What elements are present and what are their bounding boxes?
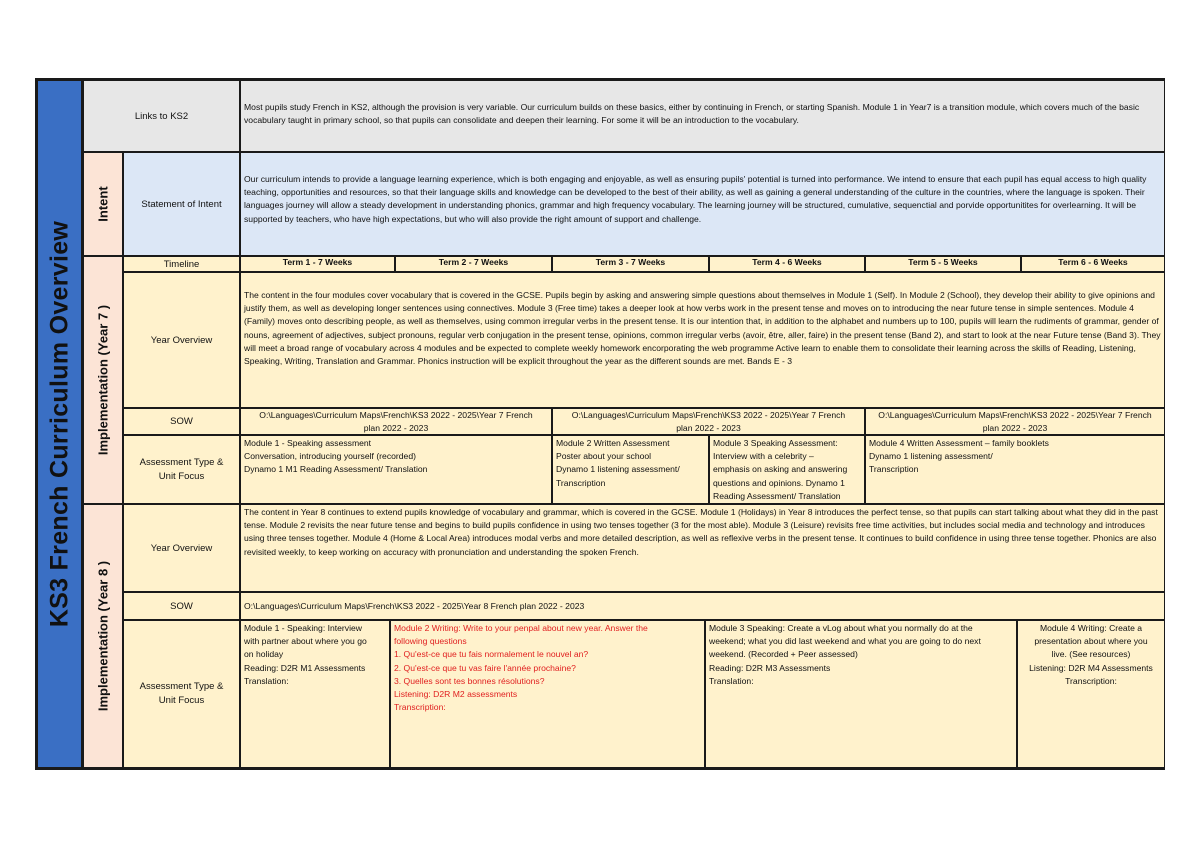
- year8-assess-m1: [240, 620, 390, 768]
- timeline-label-cell: [123, 256, 240, 272]
- year8-section-label: [83, 504, 123, 768]
- y7-m1-line-1: Module 1 - Speaking assessment: [244, 438, 372, 448]
- year8-sow-label: SOW: [170, 600, 193, 612]
- year8-assess-label-cell: [123, 620, 240, 768]
- y8-m2-line-4: 2. Qu'est-ce que tu vas faire l'année prochaine?: [394, 662, 576, 673]
- y8-m1-line-2: with partner about where you go: [244, 636, 367, 647]
- timeline-term-4: Term 4 - 6 Weeks: [709, 256, 865, 272]
- year7-sow-label: SOW: [170, 416, 193, 427]
- y8-m1-line-5: Translation:: [244, 675, 289, 686]
- timeline-term-1: Term 1 - 7 Weeks: [240, 256, 395, 272]
- year7-heading: Implementation (Year 7 ): [95, 304, 111, 456]
- year7-assess-m1: [240, 435, 552, 504]
- links-label: Links to KS2: [134, 110, 189, 122]
- y8-m2-line-1: Module 2 Writing: Write to your penpal about new year. Answer the: [394, 623, 648, 633]
- curriculum-table: [35, 78, 1165, 770]
- y8-m3-line-2: weekend; what you did last weekend and what you are going to do next: [709, 636, 981, 647]
- year8-assess-label: Assessment Type & Unit Focus: [139, 681, 224, 706]
- y8-m1-line-4: Reading: D2R M1 Assessments: [244, 662, 366, 673]
- year7-section-label: [83, 256, 123, 504]
- y7-m2-line-3: Dynamo 1 listening assessment/: [556, 464, 680, 475]
- year7-assess-label: Assessment Type & Unit Focus: [139, 456, 224, 482]
- y8-m2-line-6: Listening: D2R M2 assessments: [394, 689, 518, 700]
- y8-m3-line-3: weekend. (Recorded + Peer assessed): [709, 649, 858, 660]
- timeline-term-2: Term 2 - 7 Weeks: [395, 256, 552, 272]
- year8-overview-label: Year Overview: [150, 542, 213, 554]
- y7-m3-line-3: emphasis on asking and answering: [713, 464, 848, 475]
- links-label-cell: [83, 80, 240, 152]
- intent-label-cell: [123, 152, 240, 256]
- y7-m2-line-4: Transcription: [556, 477, 606, 488]
- links-text: Most pupils study French in KS2, although the provision is very variable. Our curriculum builds on these basics, either by continuing in French, or starting Spanish. Module 1 in Year7 is a transition module, which covers much of the basic vocabulary taught in primary school, so that pupils can consolidate and deepen their learning. For some it will be an introduction to the vocabulary.: [240, 80, 1165, 152]
- year7-assess-m2: [552, 435, 709, 504]
- y8-m2-line-2: following questions: [394, 636, 467, 647]
- timeline-label: Timeline: [163, 258, 200, 270]
- y8-m4-line-2: presentation about where you: [1034, 636, 1148, 647]
- year8-sow-label-cell: [123, 592, 240, 620]
- year7-sow-label-cell: [123, 408, 240, 435]
- year8-overview-text: The content in Year 8 continues to extend pupils knowledge of vocabulary and grammar, which is covered in the GCSE. Module 1 (Holidays) in Year 8 introduces the perfect tense, so that pupils can start talking about what they did in the past tense. Module 2 revisits the near future tense and begins to build pupils confidence in using two tenses together (3 for the most able). Module 3 (Leisure) revisits free time activities, but includes social media and technology and introduces using three tenses together. Module 4 (Home & Local Area) introduces modal verbs and more detailed description, as well as reflexive verbs in the present tense. It continues to build confidence in using three tense together. Phonics are also revisited weekly, to keep working on accuracy with pronunciation and understanding the spoken French.: [240, 504, 1165, 592]
- y8-m3-line-5: Translation:: [709, 675, 754, 686]
- y8-m2-line-7: Transcription:: [394, 702, 446, 713]
- y7-m3-line-4: questions and opinions. Dynamo 1: [713, 477, 845, 488]
- year8-assess-m3: [705, 620, 1017, 768]
- intent-section-label: [83, 152, 123, 256]
- year8-overview-label-cell: [123, 504, 240, 592]
- timeline-term-5: Term 5 - 5 Weeks: [865, 256, 1021, 272]
- y8-m1-line-3: on holiday: [244, 649, 284, 660]
- year7-overview-label: Year Overview: [150, 334, 213, 346]
- intent-text: Our curriculum intends to provide a language learning experience, which is both engaging and enjoyable, as well as ensuring pupils' potential is turned into performance. We intend to ensure that each pupil has equal access to high quality teaching, opportunities and resources, so that their language skills and knowledge can be developed to the best of their ability, as well as gaining a general understanding of the culture in the countries, where the language is spoken. Their languages journey will allow a steady development in understanding phonics, grammar and high frequency vocabulary. The learning journey will be structured, cumulative, sequenctial and porvide opportunitites for overlearning. It will be supported by teachers, who have high expectations, but who will also provide the right amount of support and challenge.: [240, 152, 1165, 256]
- year7-sow-link-2[interactable]: O:\Languages\Curriculum Maps\French\KS3 2022 - 2025\Year 7 French plan 2022 - 2023: [552, 408, 865, 435]
- y8-m4-line-4: Listening: D2R M4 Assessments: [1029, 662, 1153, 673]
- y8-m3-line-1: Module 3 Speaking: Create a vLog about what you normally do at the: [709, 623, 973, 633]
- y8-m3-line-4: Reading: D2R M3 Assessments: [709, 662, 831, 673]
- y7-m3-line-2: Interview with a celebrity –: [713, 451, 814, 462]
- y7-m2-line-1: Module 2 Written Assessment: [556, 438, 670, 448]
- year8-sow-link[interactable]: O:\Languages\Curriculum Maps\French\KS3 2022 - 2025\Year 8 French plan 2022 - 2023: [240, 592, 1165, 620]
- y7-m1-line-3: Dynamo 1 M1 Reading Assessment/ Translation: [244, 464, 428, 475]
- y7-m3-line-5: Reading Assessment/ Translation: [713, 490, 841, 501]
- y7-m2-line-2: Poster about your school: [556, 451, 652, 462]
- y8-m2-line-3: 1. Qu'est-ce que tu fais normalement le nouvel an?: [394, 649, 589, 660]
- y7-m4-line-3: Transcription: [869, 464, 919, 475]
- timeline-term-3: Term 3 - 7 Weeks: [552, 256, 709, 272]
- y8-m4-line-1: Module 4 Writing: Create a: [1039, 623, 1143, 633]
- y8-m2-line-5: 3. Quelles sont tes bonnes résolutions?: [394, 675, 545, 686]
- year7-sow-link-1[interactable]: O:\Languages\Curriculum Maps\French\KS3 2022 - 2025\Year 7 French plan 2022 - 2023: [240, 408, 552, 435]
- page-title-cell: [37, 80, 83, 768]
- timeline-term-6: Term 6 - 6 Weeks: [1021, 256, 1165, 272]
- page-title: KS3 French Curriculum Overview: [45, 220, 73, 628]
- y8-m4-line-5: Transcription:: [1065, 675, 1117, 686]
- year8-assess-m2: [390, 620, 705, 768]
- year7-assess-m4: [865, 435, 1165, 504]
- year8-heading: Implementation (Year 8 ): [95, 560, 111, 712]
- y8-m4-line-3: live. (See resources): [1051, 649, 1131, 660]
- y7-m4-line-1: Module 4 Written Assessment – family booklets: [869, 438, 1049, 448]
- y8-m1-line-1: Module 1 - Speaking: Interview: [244, 623, 362, 633]
- year7-assess-m3: [709, 435, 865, 504]
- year7-assess-label-cell: [123, 435, 240, 504]
- year7-overview-label-cell: [123, 272, 240, 408]
- year7-sow-link-3[interactable]: O:\Languages\Curriculum Maps\French\KS3 2022 - 2025\Year 7 French plan 2022 - 2023: [865, 408, 1165, 435]
- y7-m4-line-2: Dynamo 1 listening assessment/: [869, 451, 993, 462]
- year8-assess-m4: [1017, 620, 1165, 768]
- year7-overview-text: The content in the four modules cover vocabulary that is covered in the GCSE. Pupils begin by asking and answering simple questions about themselves in Module 1 (Self). In Module 2 (School), they develop their ability to give opinions and justify them, as well as developing longer sentences using connectives. Module 3 (Free time) takes a deeper look at how verbs work in the present tense and moves on to introducing the near future tense in simple sentences. Module 4 (Family) moves onto describing people, as well as themselves, using common irregular verbs in the present tense. It is our intention that, in addition to the alphabet and numbers up to 100, pupils will learn the rudiments of grammar, gender of nouns, agreement of adjectives, subject pronouns, regular verb conjugation in the present tense, opinions, common irregular verbs (avoir, être, aller, faire) in the present tense (Band 2), and start to look at the near Future tense (Band 3). They will meet a broad range of vocabulary across 4 modules and be expected to complete weekly homework encorporating the web programme Active learn to enable them to consolidate their learning across the skills of Reading, Listening, Speaking, Writing, Translation and Grammar. Phonics instruction will be explicit throughout the year as the different sounds are met. Bands E - 3: [240, 272, 1165, 408]
- y7-m1-line-2: Conversation, introducing yourself (recorded): [244, 451, 416, 462]
- y7-m3-line-1: Module 3 Speaking Assessment:: [713, 438, 838, 448]
- intent-label: Statement of Intent: [141, 198, 222, 210]
- intent-heading: Intent: [95, 186, 111, 222]
